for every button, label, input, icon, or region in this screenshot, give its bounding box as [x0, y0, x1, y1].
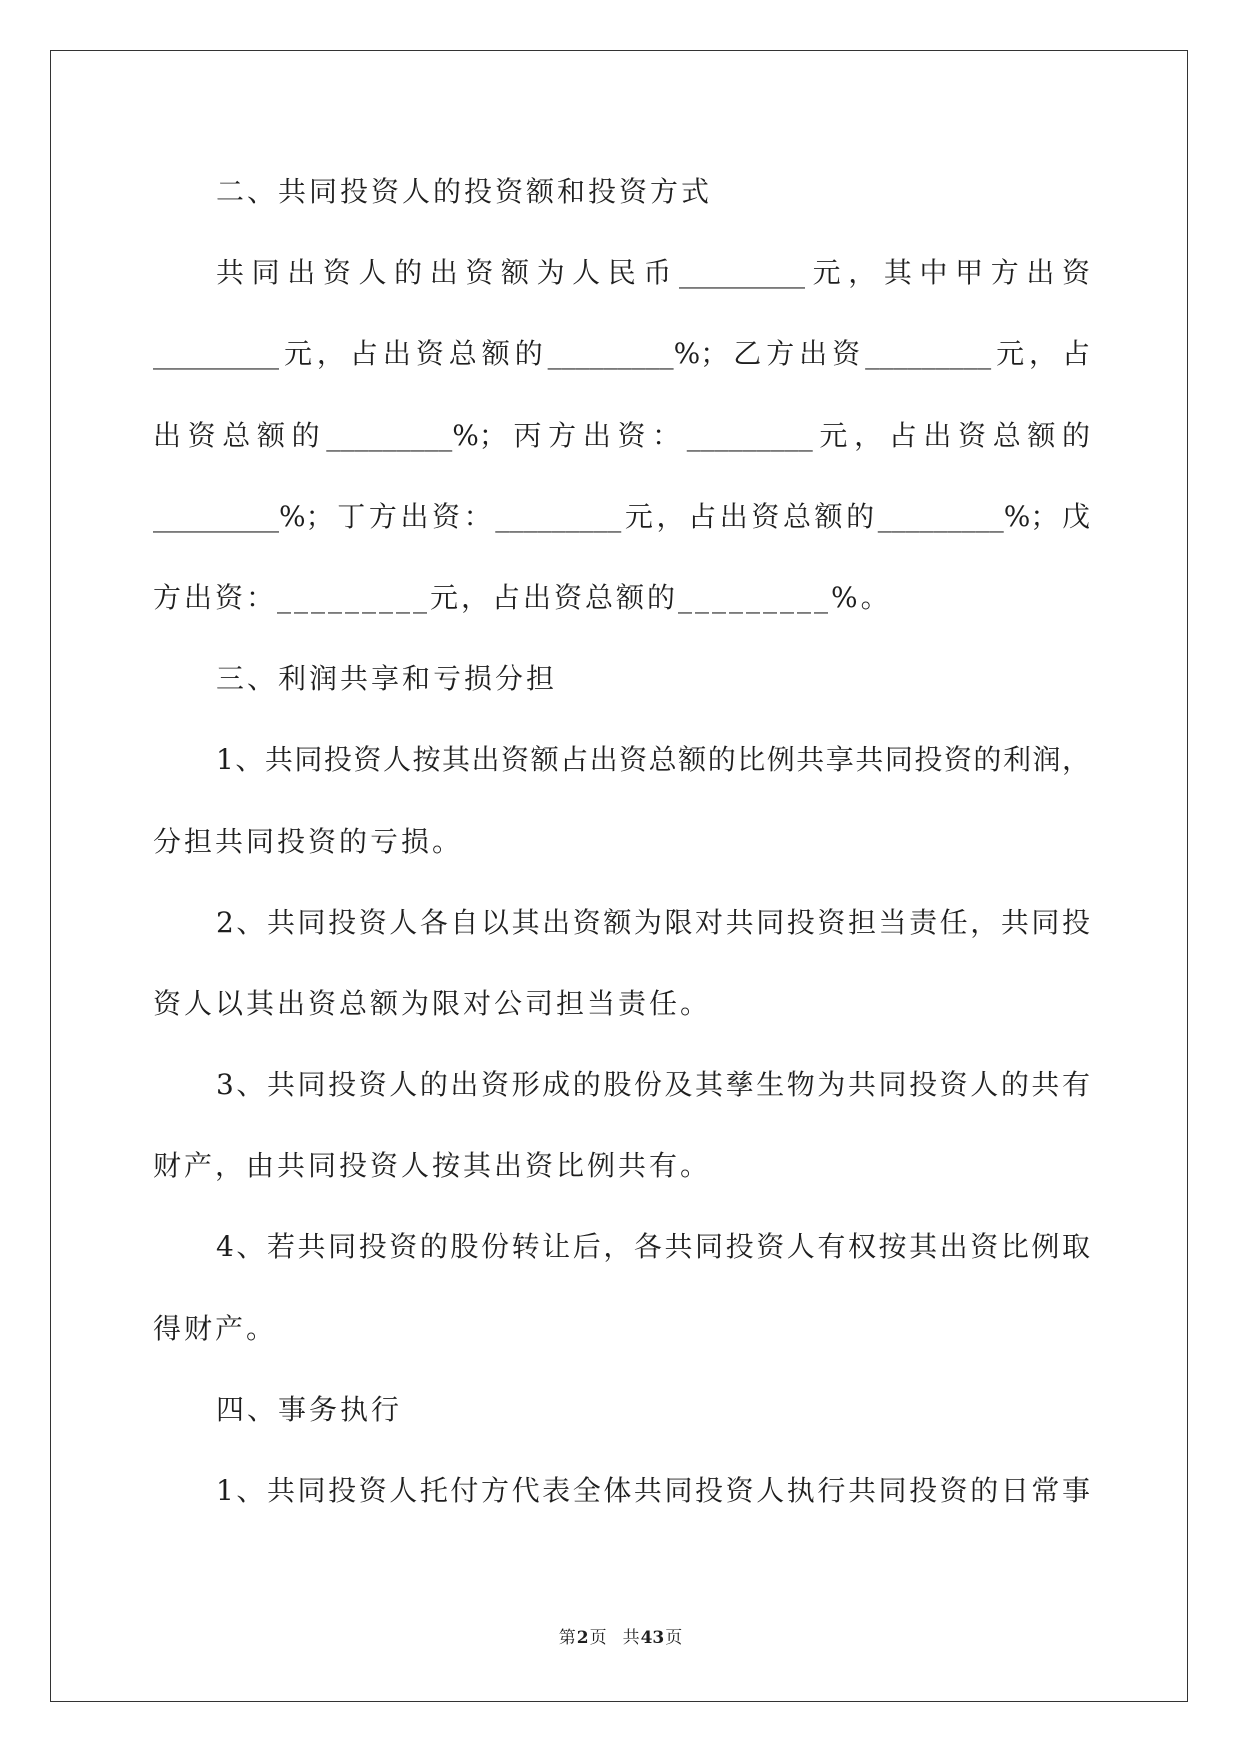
paragraph-line: 得财产。 — [153, 1311, 278, 1345]
clause-daily-affairs — [153, 1450, 1090, 1531]
clause-share-transfer — [153, 1206, 1090, 1368]
document-body — [153, 151, 1090, 1531]
paragraph-line: 共同出资人的出资额为人民币_________元，其中甲方出资 — [216, 256, 1090, 290]
paragraph-line: _________元，占出资总额的_________%；乙方出资_________元，占 — [153, 337, 1090, 371]
page-number: 2 — [576, 1628, 589, 1648]
section-heading-line: 二、共同投资人的投资额和投资方式 — [216, 175, 713, 208]
paragraph-line: 1、共同投资人托付方代表全体共同投资人执行共同投资的日常事 — [216, 1474, 1090, 1507]
section-heading-investment — [153, 151, 1090, 232]
page-footer — [0, 1626, 1241, 1650]
clause-liability — [153, 882, 1090, 1044]
total-pages-indicator — [623, 1628, 683, 1648]
paragraph-contribution-amounts — [153, 232, 1090, 638]
paragraph-line: 财产，由共同投资人按其出资比例共有。 — [153, 1149, 712, 1183]
total-pages: 43 — [640, 1628, 665, 1648]
paragraph-line: 4、若共同投资的股份转让后，各共同投资人有权按其出资比例取 — [216, 1230, 1090, 1264]
paragraph-line: _________%；丁方出资：_________元，占出资总额的_________%；戊 — [153, 499, 1090, 533]
section-heading-affairs — [153, 1369, 1090, 1450]
section-heading-profit-sharing — [153, 638, 1090, 719]
total-suffix: 页 — [665, 1628, 683, 1648]
paragraph-line: 2、共同投资人各自以其出资额为限对共同投资担当责任，共同投 — [216, 905, 1090, 939]
paragraph-line: 方出资：_________元，占出资总额的_________%。 — [153, 580, 892, 614]
paragraph-line: 出资总额的_________%；丙方出资：_________元，占出资总额的 — [153, 418, 1090, 452]
clause-profit-share — [153, 719, 1090, 881]
paragraph-line: 1、共同投资人按其出资额占出资总额的比例共享共同投资的利润， — [216, 743, 1090, 777]
paragraph-line: 资人以其出资总额为限对公司担当责任。 — [153, 986, 712, 1020]
total-prefix: 共 — [622, 1628, 640, 1648]
page-indicator — [559, 1628, 607, 1648]
section-heading-line: 三、利润共享和亏损分担 — [216, 662, 558, 696]
paragraph-line: 分担共同投资的亏损。 — [153, 824, 464, 858]
page-suffix: 页 — [589, 1628, 607, 1648]
paragraph-line: 3、共同投资人的出资形成的股份及其孳生物为共同投资人的共有 — [216, 1068, 1090, 1102]
section-heading-line: 四、事务执行 — [216, 1392, 403, 1426]
clause-joint-property — [153, 1044, 1090, 1206]
page-prefix: 第 — [558, 1628, 576, 1648]
